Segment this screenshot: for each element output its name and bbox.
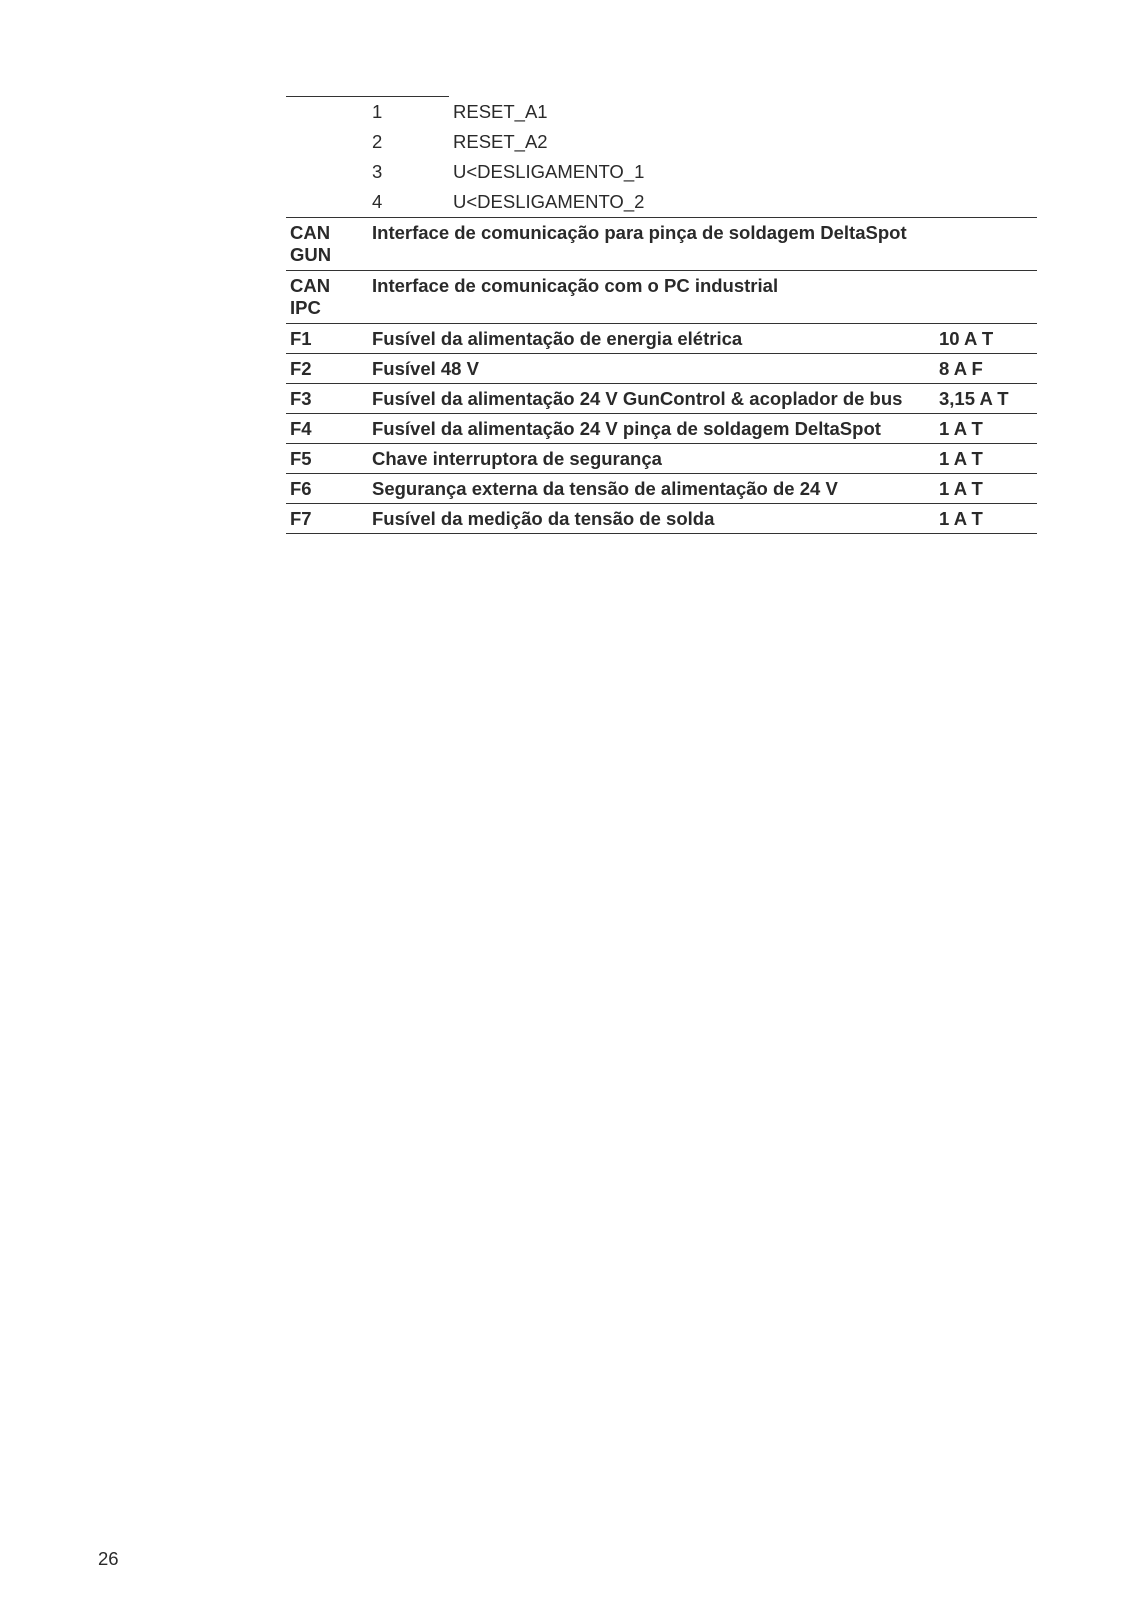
item-description: Fusível da alimentação 24 V GunControl & acoplador de bus bbox=[372, 388, 903, 409]
item-code: F7 bbox=[290, 508, 312, 529]
table-row-f2 bbox=[286, 353, 1037, 383]
item-description: Fusível da alimentação de energia elétrica bbox=[372, 328, 743, 349]
item-code: F6 bbox=[290, 478, 312, 499]
item-code-line1: CAN bbox=[290, 222, 331, 243]
table-row-f3 bbox=[286, 383, 1037, 413]
pin-row bbox=[286, 157, 1037, 187]
pin-number: 4 bbox=[372, 191, 383, 212]
item-code-line1: CAN bbox=[290, 275, 331, 296]
item-description: Fusível da medição da tensão de solda bbox=[372, 508, 715, 529]
item-code: F5 bbox=[290, 448, 312, 469]
pin-label: RESET_A1 bbox=[453, 101, 548, 122]
item-value: 3,15 A T bbox=[939, 388, 1009, 409]
item-description: Fusível da alimentação 24 V pinça de soldagem DeltaSpot bbox=[372, 418, 881, 439]
item-value: 8 A F bbox=[939, 358, 983, 379]
item-code: F1 bbox=[290, 328, 312, 349]
item-value: 1 A T bbox=[939, 508, 983, 529]
item-code-line2: IPC bbox=[290, 297, 321, 318]
table-row-can-gun bbox=[286, 217, 1037, 270]
item-description: Interface de comunicação para pinça de soldagem DeltaSpot bbox=[372, 222, 907, 243]
pin-number: 1 bbox=[372, 101, 383, 122]
pin-number: 2 bbox=[372, 131, 383, 152]
table-row-f4 bbox=[286, 413, 1037, 443]
table-row-f1 bbox=[286, 323, 1037, 353]
item-value: 1 A T bbox=[939, 418, 983, 439]
item-code-line2: GUN bbox=[290, 244, 332, 265]
item-description: Segurança externa da tensão de alimentação de 24 V bbox=[372, 478, 838, 499]
pin-label: U<DESLIGAMENTO_2 bbox=[453, 191, 645, 212]
pin-row bbox=[286, 127, 1037, 157]
pin-row bbox=[286, 97, 1037, 127]
page-number: 26 bbox=[98, 1548, 119, 1569]
item-code bbox=[290, 222, 360, 266]
table-row-f5 bbox=[286, 443, 1037, 473]
item-description: Interface de comunicação com o PC industrial bbox=[372, 275, 779, 296]
item-description: Chave interruptora de segurança bbox=[372, 448, 662, 469]
item-code bbox=[290, 275, 360, 319]
item-code: F2 bbox=[290, 358, 312, 379]
table-row-can-ipc bbox=[286, 270, 1037, 323]
item-value: 1 A T bbox=[939, 478, 983, 499]
pin-number: 3 bbox=[372, 161, 383, 182]
item-code: F4 bbox=[290, 418, 312, 439]
connection-table bbox=[286, 96, 1037, 534]
pin-label: U<DESLIGAMENTO_1 bbox=[453, 161, 645, 182]
item-description: Fusível 48 V bbox=[372, 358, 479, 379]
table-row-f6 bbox=[286, 473, 1037, 503]
table-row-f7 bbox=[286, 503, 1037, 534]
item-value: 1 A T bbox=[939, 448, 983, 469]
pin-row bbox=[286, 187, 1037, 217]
item-value: 10 A T bbox=[939, 328, 994, 349]
pin-label: RESET_A2 bbox=[453, 131, 548, 152]
item-code: F3 bbox=[290, 388, 312, 409]
